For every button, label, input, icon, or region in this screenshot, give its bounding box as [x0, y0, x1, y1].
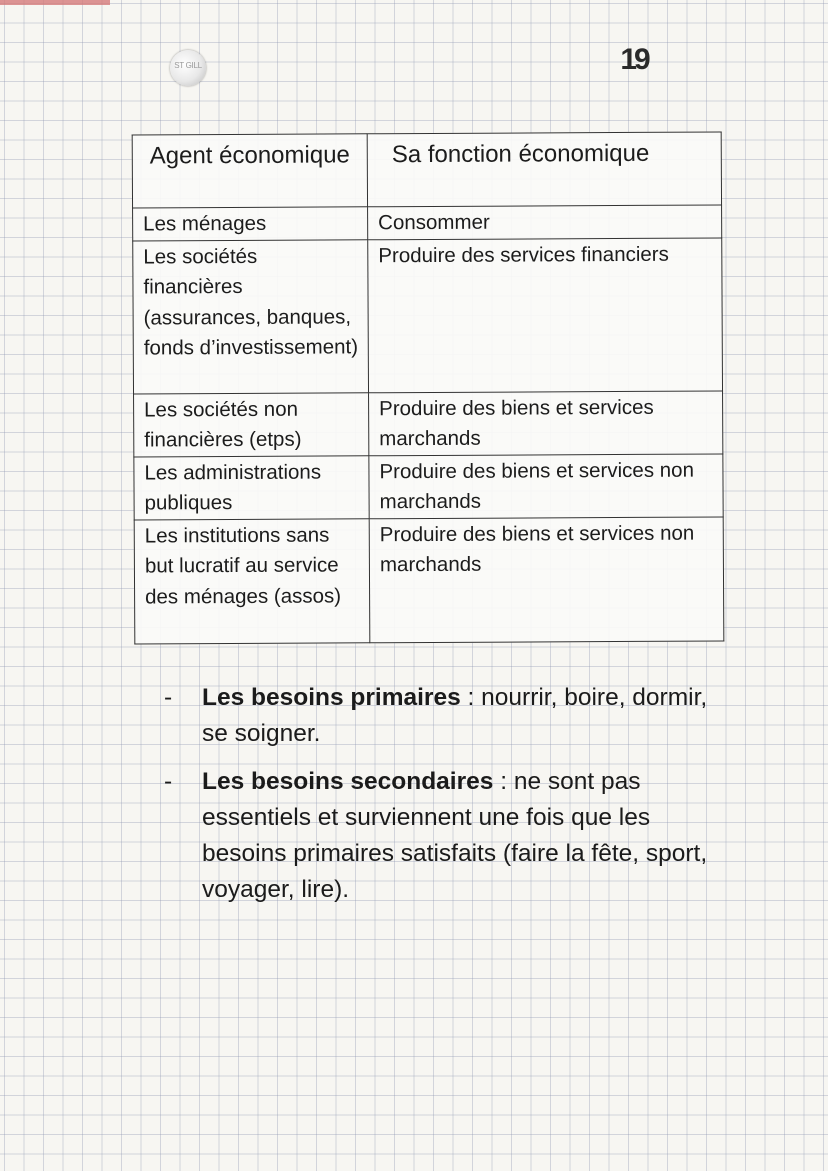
agent-cell: Les administrations publiques: [134, 455, 369, 519]
table-row: [133, 205, 722, 241]
stamp-logo-text: ST GILL: [174, 61, 202, 70]
fonction-cell: Produire des biens et services non marchands: [369, 453, 723, 518]
header-fonction: Sa fonction économique: [367, 132, 721, 207]
bullet-dash: -: [164, 768, 173, 795]
agent-cell: Les institutions sans but lucratif au service des ménages (assos): [134, 518, 370, 643]
fonction-cell: Produire des biens et services marchands: [369, 390, 723, 455]
stamp-logo: [170, 50, 206, 86]
table-row: [134, 516, 724, 643]
fonction-cell: Produire des biens et services non marchands: [369, 516, 724, 642]
definition-besoins-secondaires: : ne sont pas essentiels et surviennent une fois que les besoins primaires satisfaits (faire la fête, sport, voyager, lire).: [202, 768, 708, 903]
fonction-cell: Produire des services financiers: [368, 237, 723, 392]
table-header-row: [132, 132, 721, 208]
fonction-cell: Consommer: [368, 205, 722, 239]
page-edge-mark: [0, 0, 110, 5]
economic-agents-table: [132, 131, 725, 644]
agent-cell: Les ménages: [133, 207, 368, 241]
list-item-besoins-secondaires: [160, 764, 720, 908]
table-row: [133, 237, 723, 393]
needs-list: [160, 680, 720, 920]
list-item-besoins-primaires: [160, 680, 720, 752]
term-besoins-primaires: Les besoins primaires: [202, 684, 461, 711]
term-besoins-secondaires: Les besoins secondaires: [202, 768, 494, 795]
definition-besoins-primaires: : nourrir, boire, dormir, se soigner.: [202, 684, 708, 747]
bullet-dash: -: [164, 684, 173, 711]
agent-cell: Les sociétés non financières (etps): [134, 392, 369, 456]
page-number: 19: [620, 43, 648, 76]
header-agent: Agent économique: [132, 134, 367, 208]
table-row: [134, 453, 723, 519]
agent-cell: Les sociétés financières (assurances, banques, fonds d’investissement): [133, 239, 369, 393]
table-row: [134, 390, 723, 456]
